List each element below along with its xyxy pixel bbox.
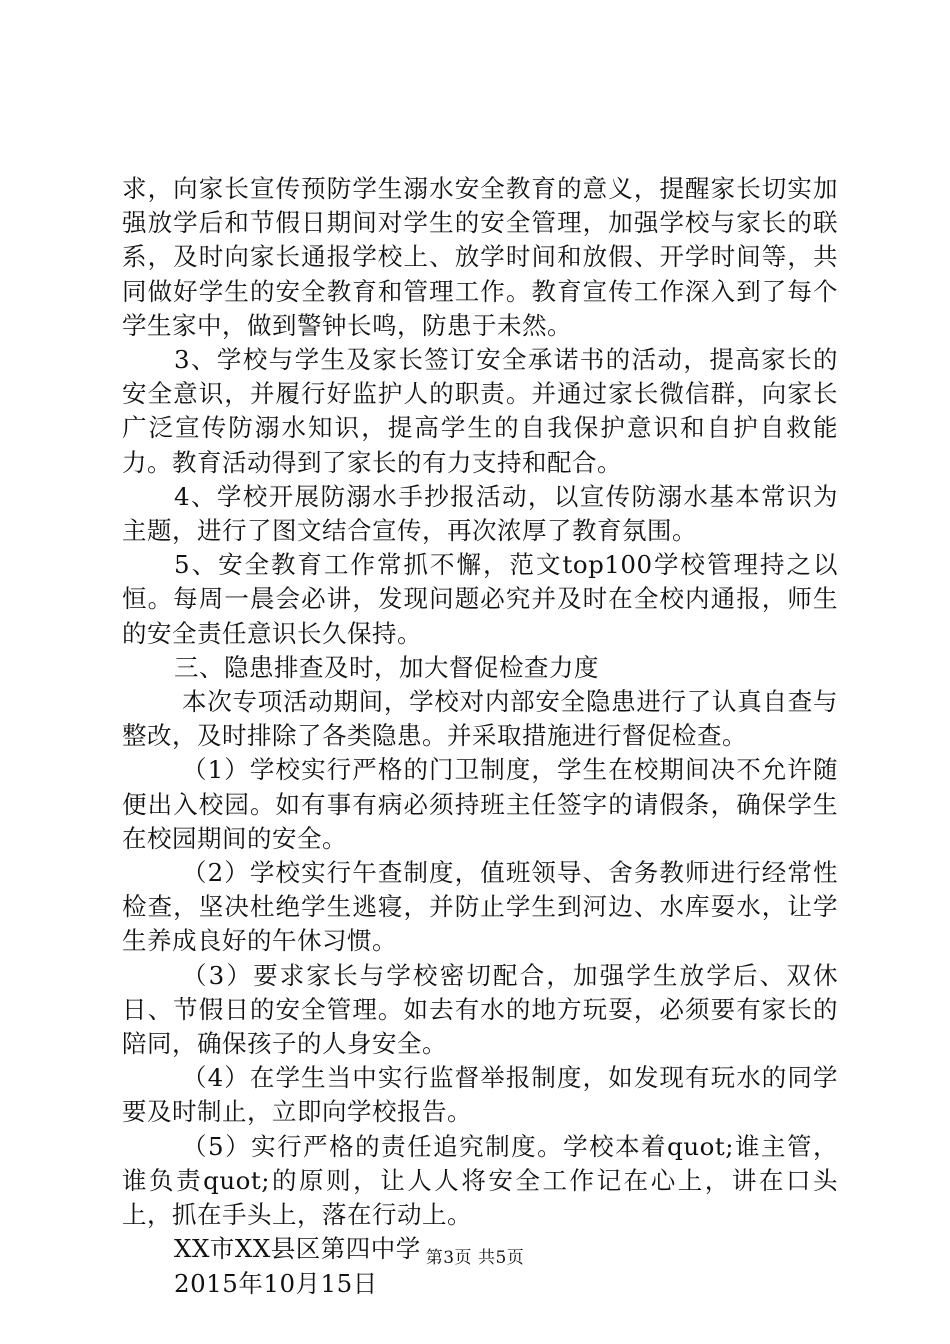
paragraph-section-3-intro: 本次专项活动期间，学校对内部安全隐患进行了认真自查与整改，及时排除了各类隐患。并采取措施进行督促检查。: [122, 687, 838, 751]
paragraph-measure-4: （4）在学生当中实行监督举报制度，如发现有玩水的同学要及时制止，立即向学校报告。: [122, 1063, 838, 1127]
paragraph-item-4: 4、学校开展防溺水手抄报活动，以宣传防溺水基本常识为主题，进行了图文结合宣传，再次浓厚了教育氛围。: [122, 481, 838, 546]
paragraph-intro-continuation: 求，向家长宣传预防学生溺水安全教育的意义，提醒家长切实加强放学后和节假日期间对学生的安全管理，加强学校与家长的联系，及时向家长通报学校上、放学时间和放假、开学时间等，共同做好学生的安全教育和管理工作。教育宣传工作深入到了每个学生家中，做到警钟长鸣，防患于未然。: [122, 174, 838, 340]
page-number-footer: 第3页 共5页: [425, 1248, 525, 1268]
signature-organization: XX市XX县区第四中学: [174, 1234, 421, 1264]
document-body: [122, 172, 838, 1301]
paragraph-measure-5: （5）实行严格的责任追究制度。学校本着quot;谁主管，谁负责quot;的原则，让人人将安全工作记在心上，讲在口头上，抓在手头上，落在行动上。: [122, 1131, 838, 1230]
signature-date: 2015年10月15日: [174, 1268, 378, 1298]
paragraph-measure-1: （1）学校实行严格的门卫制度，学生在校期间决不允许随便出入校园。如有事有病必须持班主任签字的请假条，确保学生在校园期间的安全。: [122, 755, 838, 853]
paragraph-item-5: 5、安全教育工作常抓不懈，范文top100学校管理持之以恒。每周一晨会必讲，发现问题必究并及时在全校内通报，师生的安全责任意识长久保持。: [122, 550, 838, 648]
paragraph-item-3: 3、学校与学生及家长签订安全承诺书的活动，提高家长的安全意识，并履行好监护人的职责。并通过家长微信群，向家长广泛宣传防溺水知识，提高学生的自我保护意识和自护自救能力。教育活动得到了家长的有力支持和配合。: [122, 345, 838, 477]
paragraph-measure-3: （3）要求家长与学校密切配合，加强学生放学后、双休日、节假日的安全管理。如去有水的地方玩耍，必须要有家长的陪同，确保孩子的人身安全。: [122, 960, 838, 1059]
paragraph-measure-2: （2）学校实行午查制度，值班领导、舍务教师进行经常性检查，坚决杜绝学生逃寝，并防止学生到河边、水库耍水，让学生养成良好的午休习惯。: [122, 858, 838, 956]
section-heading-3: 三、隐患排查及时，加大督促检查力度: [174, 652, 599, 682]
